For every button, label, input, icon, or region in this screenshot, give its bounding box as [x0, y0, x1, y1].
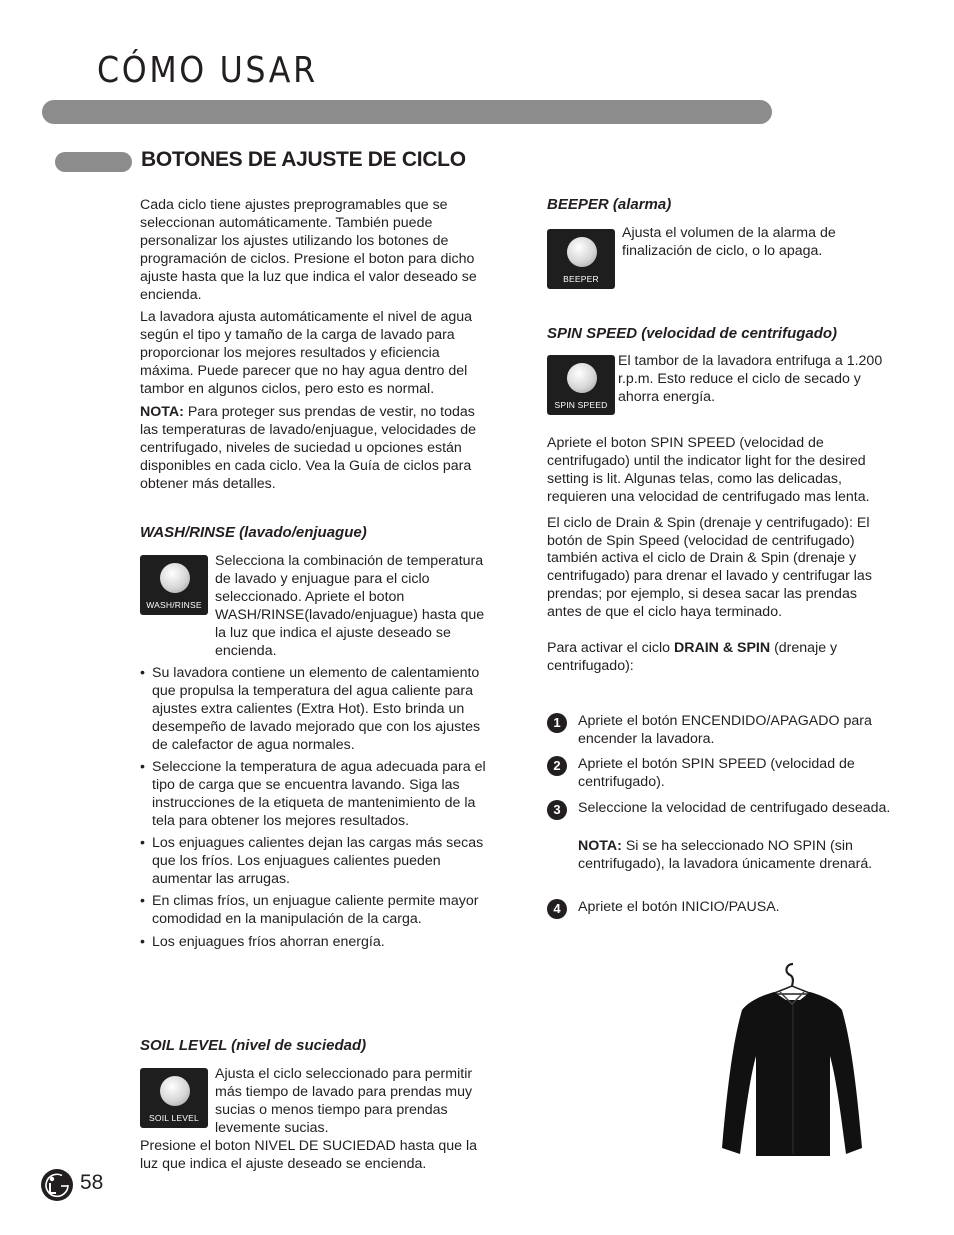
button-knob-icon: [567, 237, 597, 267]
wash-rinse-button-image: [140, 555, 208, 615]
page-title: CÓMO USAR: [97, 50, 318, 91]
step-text: Apriete el botón SPIN SPEED (velocidad de centrifugado).: [578, 756, 855, 790]
beeper-button-image: [547, 229, 615, 289]
wash-rinse-bullets: [140, 665, 492, 956]
spin-speed-body: [547, 435, 892, 676]
spin-speed-paragraph-1: Apriete el boton SPIN SPEED (velocidad de centrifugado) until the indicator light for the desired setting is lit. Algunas telas, como las delicadas, requieren una velocidad de centrifugado mas lenta.: [547, 435, 870, 505]
bullet-item: • Seleccione la temperatura de agua adecuada para el tipo de carga que se encuentra lavando. Siga las instrucciones de la etiqueta de mantenimiento de la tela para obtener los mejores resultados.: [140, 759, 492, 831]
step-number-badge: 4: [547, 899, 567, 919]
beeper-heading: BEEPER (alarma): [547, 196, 672, 213]
spin-speed-button-image: [547, 355, 615, 415]
soil-level-button-image: [140, 1068, 208, 1128]
step-text: Apriete el botón ENCENDIDO/APAGADO para encender la lavadora.: [578, 713, 872, 747]
step-number-badge: 2: [547, 756, 567, 776]
spin-speed-button-label: SPIN SPEED: [554, 400, 608, 410]
page-number: 58: [80, 1171, 104, 1194]
beeper-button-label: BEEPER: [563, 274, 599, 284]
intro-block: [140, 197, 492, 494]
button-knob-icon: [160, 1076, 190, 1106]
lg-logo-icon: [40, 1168, 74, 1202]
wash-rinse-button-label: WASH/RINSE: [146, 600, 202, 610]
spin-speed-note: [578, 838, 883, 874]
step-text: Apriete el botón INICIO/PAUSA.: [578, 899, 780, 915]
spin-speed-description: El tambor de la lavadora entrifuga a 1.200 r.p.m. Esto reduce el ciclo de secado y ahorra energía.: [618, 353, 883, 405]
wash-rinse-description: Selecciona la combinación de temperatura de lavado y enjuague para el ciclo seleccionado. Apriete el boton WASH/RINSE(lavado/enjuague) hasta que la luz que indica el ajuste deseado se encienda.: [215, 553, 485, 659]
bullet-item: • En climas fríos, un enjuague caliente permite mayor comodidad en la manipulación de la carga.: [140, 893, 492, 929]
step-number-badge: 3: [547, 800, 567, 820]
bullet-item: • Los enjuagues fríos ahorran energía.: [140, 934, 492, 952]
bullet-item: • Su lavadora contiene un elemento de calentamiento que propulsa la temperatura del agua caliente para ajustes extra calientes (Extra Hot). Esto brinda un desempeño de lavado mejorado que con los ajustes de calefactor de agua normales.: [140, 665, 492, 755]
header-bar: [42, 100, 772, 124]
section-title: BOTONES DE AJUSTE DE CICLO: [141, 148, 466, 171]
drain-spin-intro-bold: DRAIN & SPIN: [673, 640, 771, 657]
intro-paragraph-2: La lavadora ajusta automáticamente el nivel de agua según el tipo y tamaño de la carga de lavado para proporcionar los mejores resultados y eficiencia máxima. Puede parecer que no hay agua dentro del tambor en algunos ciclos, pero esto es normal.: [140, 309, 473, 398]
section-marker: [55, 152, 132, 172]
note-text: Para proteger sus prendas de vestir, no todas las temperaturas de lavado/enjuague, velocidades de centrifugado, niveles de suciedad u opciones están disponibles en cada ciclo. Vea la Guía de ciclos para obtener más detalles.: [140, 403, 476, 492]
spin-speed-paragraph-2: El ciclo de Drain & Spin (drenaje y centrifugado): El botón de Spin Speed (velocidad de centrifugado) también activa el ciclo de Drain & Spin (drenaje y centrifugado) para drenar el lavado y centrifugar las prendas; por ejemplo, si desea sacar las prendas antes de que el ciclo haya terminado.: [547, 514, 872, 621]
shirt-on-hanger-icon: [720, 958, 865, 1158]
soil-level-description: Ajusta el ciclo seleccionado para permitir más tiempo de lavado para prendas muy sucias o menos tiempo para prendas levemente sucias.: [215, 1066, 473, 1136]
beeper-description: Ajusta el volumen de la alarma de finalización de ciclo, o lo apaga.: [622, 225, 836, 259]
bullet-item: • Los enjuagues calientes dejan las cargas más secas que los fríos. Los enjuagues calientes pueden aumentar las arrugas.: [140, 835, 492, 889]
wash-rinse-heading: WASH/RINSE (lavado/enjuague): [140, 524, 367, 541]
button-knob-icon: [567, 363, 597, 393]
soil-level-heading: SOIL LEVEL (nivel de suciedad): [140, 1037, 367, 1054]
drain-spin-intro-post: (drenaje y centrifugado):: [547, 640, 838, 674]
soil-level-button-label: SOIL LEVEL: [149, 1113, 199, 1123]
note-text: Si se ha seleccionado NO SPIN (sin centrifugado), la lavadora únicamente drenará.: [578, 838, 873, 872]
button-knob-icon: [160, 563, 190, 593]
drain-spin-intro-pre: Para activar el ciclo: [547, 640, 674, 657]
note-label: NOTA:: [140, 403, 184, 420]
intro-paragraph-1: Cada ciclo tiene ajustes preprogramables que se seleccionan automáticamente. También puede personalizar los ajustes utilizando los botones de programación de ciclos. Presione el boton para dicho ajuste hasta que la luz que indica el valor deseado se encienda.: [140, 197, 477, 303]
note-label: NOTA:: [578, 838, 622, 854]
step-text: Seleccione la velocidad de centrifugado deseada.: [578, 800, 891, 816]
soil-level-description-2: Presione el boton NIVEL DE SUCIEDAD hasta que la luz que indica el ajuste deseado se encienda.: [140, 1138, 477, 1172]
drain-spin-intro: [547, 640, 892, 676]
intro-note: [140, 404, 492, 494]
step-number-badge: 1: [547, 713, 567, 733]
spin-speed-heading: SPIN SPEED (velocidad de centrifugado): [547, 325, 838, 342]
